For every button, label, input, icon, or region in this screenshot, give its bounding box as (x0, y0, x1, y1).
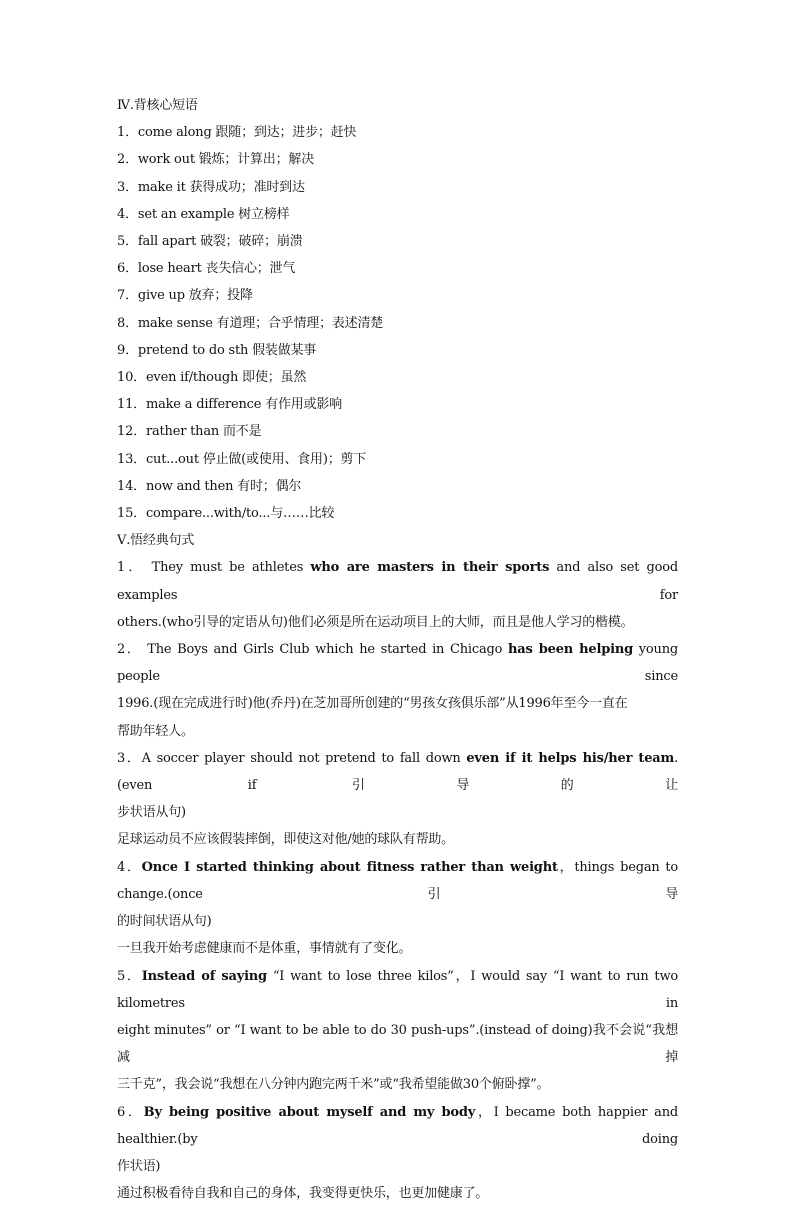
sentence-5-text-rest: “I want to lose three kilos”，I would say “I want to run two kilometres in (117, 968, 678, 1011)
sentence-3-text: 3．A soccer player should not pretend to fall down (117, 750, 467, 766)
sentence-3-highlight: even if it helps his/her team (466, 750, 675, 766)
phrase-item: 3．make it 获得成功；准时到达 (117, 179, 305, 195)
sentence-6-translation: 通过积极看待自我和自己的身体，我变得更快乐，也更加健康了。 (117, 1186, 489, 1202)
sentence-5-number: 5． (117, 968, 142, 984)
sentence-6-highlight: By being positive about myself and my body (143, 1104, 476, 1120)
sentence-2-highlight: has been helping (508, 642, 633, 658)
section-heading-core-phrases: Ⅳ.背核心短语 (117, 98, 198, 113)
phrase-item: 7．give up 放弃；投降 (117, 288, 253, 304)
phrase-item: 9．pretend to do sth 假装做某事 (117, 342, 317, 358)
sentence-2-text-rest: young people since (117, 642, 678, 685)
sentence-5-line-1 (117, 963, 678, 1017)
phrase-item: 1．come along 跟随；到达；进步；赶快 (117, 125, 357, 141)
phrase-item: 10．even if/though 即使；虽然 (117, 370, 307, 386)
sentence-5-line-3: 三千克”，我会说“我想在八分钟内跑完两千米”或“我希望能做30个俯卧撑”。 (117, 1077, 550, 1093)
sentence-4-translation: 一旦我开始考虑健康而不是体重，事情就有了变化。 (117, 941, 412, 957)
sentence-1-line-1 (117, 554, 678, 608)
phrase-item: 2．work out 锻炼；计算出；解决 (117, 152, 315, 168)
phrase-item: 8．make sense 有道理；合乎情理；表述清楚 (117, 315, 384, 331)
phrase-item: 15．compare...with/to...与……比较 (117, 506, 335, 522)
sentence-4-text-rest: ，things began to change.(once引导 (117, 859, 679, 902)
sentence-6-text-rest: ，I became both happier and healthier.(by doing (117, 1104, 678, 1147)
phrase-item: 12．rather than 而不是 (117, 424, 262, 440)
sentence-2-line-3: 帮助年轻人。 (117, 723, 194, 739)
sentence-4-line-2: 的时间状语从句) (117, 914, 212, 930)
sentence-2-text: 2． The Boys and Girls Club which he started in Chicago (117, 642, 508, 658)
phrase-item: 4．set an example 树立榜样 (117, 206, 290, 222)
sentence-1-highlight: who are masters in their sports (310, 560, 550, 576)
sentence-3-text-rest: .(even if 引导的让 (117, 750, 678, 794)
sentence-4-number: 4． (117, 859, 142, 875)
phrase-list (117, 119, 678, 527)
sentence-4-line-1 (117, 854, 678, 908)
sentence-3-line-1 (117, 745, 678, 799)
phrase-item: 14．now and then 有时；偶尔 (117, 478, 302, 494)
sentence-1-text-rest: and also set good examples for (117, 560, 678, 603)
sentence-1-text: 1． They must be athletes (117, 560, 311, 576)
sentence-3-line-2: 步状语从句) (117, 805, 186, 821)
sentence-6-line-2: 作状语) (117, 1158, 161, 1174)
sentence-4-highlight: Once I started thinking about fitness rather than weight (141, 859, 558, 875)
sentence-2-line-2: 1996.(现在完成进行时)他(乔丹)在芝加哥所创建的“男孩女孩俱乐部”从1996年至今一直在 (117, 696, 628, 712)
sentence-2-line-1 (117, 636, 678, 690)
phrase-item: 6．lose heart 丧失信心；泄气 (117, 261, 296, 277)
phrase-item: 13．cut...out 停止做(或使用、食用)；剪下 (117, 451, 367, 467)
sentence-5-highlight: Instead of saying (141, 968, 267, 984)
sentence-6-number: 6． (117, 1104, 144, 1120)
phrase-item: 11．make a difference 有作用或影响 (117, 397, 342, 413)
phrase-item: 5．fall apart 破裂；破碎；崩溃 (117, 234, 303, 250)
section-heading-classic-sentences: Ⅴ.悟经典句式 (117, 533, 195, 549)
sentence-5-line-2: eight minutes” or “I want to be able to do 30 push-ups”.(instead of doing)我不会说“我想减掉 (117, 1022, 678, 1066)
sentence-1-line-2: others.(who引导的定语从句)他们必须是所在运动项目上的大师，而且是他人学习的楷模。 (117, 614, 634, 630)
sentence-3-translation: 足球运动员不应该假装摔倒，即使这对他/她的球队有帮助。 (117, 832, 454, 848)
sentence-6-line-1 (117, 1099, 678, 1153)
document-page (117, 92, 678, 1207)
